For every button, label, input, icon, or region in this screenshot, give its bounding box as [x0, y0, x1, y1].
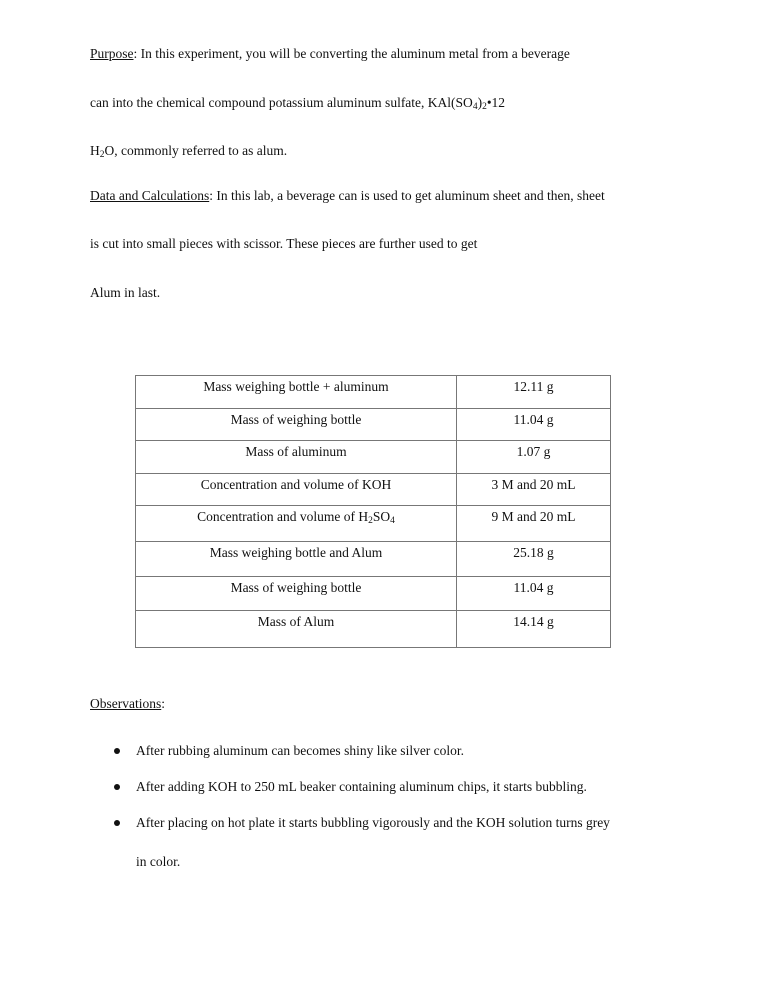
subscript: 2	[99, 150, 105, 160]
table-row	[136, 441, 611, 474]
label-part: SO	[372, 509, 391, 524]
data-table	[135, 375, 611, 648]
data-calc-text-1: : In this lab, a beverage can is used to get aluminum sheet and then, sheet	[209, 188, 605, 203]
table-cell-value: 11.04 g	[457, 409, 611, 441]
list-item-text: in color.	[136, 854, 181, 869]
subscript: 2	[482, 102, 487, 112]
purpose-text-3b: O, commonly referred to as alum.	[104, 143, 288, 158]
observations-colon: :	[161, 696, 166, 711]
table-cell-value: 3 M and 20 mL	[457, 474, 611, 506]
observations-list	[110, 742, 610, 870]
purpose-text-2a: can into the chemical compound potassium aluminum sulfate, KAl(SO	[90, 95, 473, 110]
purpose-text-3a: H	[90, 143, 100, 158]
list-item-continuation	[110, 853, 610, 870]
table-cell-value: 11.04 g	[457, 577, 611, 611]
table-row	[136, 376, 611, 409]
purpose-line-2	[90, 95, 505, 112]
list-item	[110, 742, 610, 759]
table-cell-label: Mass of Alum	[136, 611, 457, 648]
subscript: 4	[390, 516, 395, 526]
purpose-line-3	[90, 143, 287, 160]
table-cell-label: Mass of aluminum	[136, 441, 457, 474]
table-cell-label: Concentration and volume of KOH	[136, 474, 457, 506]
observations-heading: Observations	[90, 696, 162, 711]
table-cell-value: 14.14 g	[457, 611, 611, 648]
list-item-text: After adding KOH to 250 mL beaker containing aluminum chips, it starts bubbling.	[136, 779, 587, 794]
purpose-text-2b: )	[477, 95, 483, 110]
table-cell-label: Mass weighing bottle + aluminum	[136, 376, 457, 409]
table-row	[136, 474, 611, 506]
purpose-heading: Purpose	[90, 46, 134, 61]
list-item	[110, 778, 610, 795]
subscript: 2	[368, 516, 373, 526]
table-cell-label: Mass of weighing bottle	[136, 409, 457, 441]
table-cell-label	[136, 506, 457, 542]
list-item-text: After placing on hot plate it starts bubbling vigorously and the KOH solution turns grey	[136, 815, 610, 830]
label-part: Concentration and volume of H	[197, 509, 369, 524]
table-cell-label: Mass of weighing bottle	[136, 577, 457, 611]
data-calc-line-1	[90, 188, 605, 204]
purpose-text-1: : In this experiment, you will be converting the aluminum metal from a beverage	[133, 46, 570, 61]
table-row	[136, 577, 611, 611]
observations-line	[90, 696, 165, 712]
table-row	[136, 611, 611, 648]
data-calc-line-2: is cut into small pieces with scissor. These pieces are further used to get	[90, 236, 478, 251]
list-item	[110, 814, 610, 831]
table-cell-value: 1.07 g	[457, 441, 611, 474]
subscript: 4	[472, 102, 478, 112]
purpose-text-2c: •12	[486, 95, 506, 110]
bullet-icon	[114, 784, 120, 790]
table-cell-value: 12.11 g	[457, 376, 611, 409]
data-calc-line-3: Alum in last.	[90, 285, 161, 300]
table-row	[136, 542, 611, 577]
table-cell-value: 9 M and 20 mL	[457, 506, 611, 542]
table-row	[136, 409, 611, 441]
data-calc-heading: Data and Calculations	[90, 188, 210, 203]
table-cell-value: 25.18 g	[457, 542, 611, 577]
purpose-line-1	[90, 46, 570, 62]
list-item-text: After rubbing aluminum can becomes shiny like silver color.	[136, 743, 465, 758]
bullet-icon	[114, 748, 120, 754]
table-cell-label: Mass weighing bottle and Alum	[136, 542, 457, 577]
bullet-icon	[114, 820, 120, 826]
table-row	[136, 506, 611, 542]
